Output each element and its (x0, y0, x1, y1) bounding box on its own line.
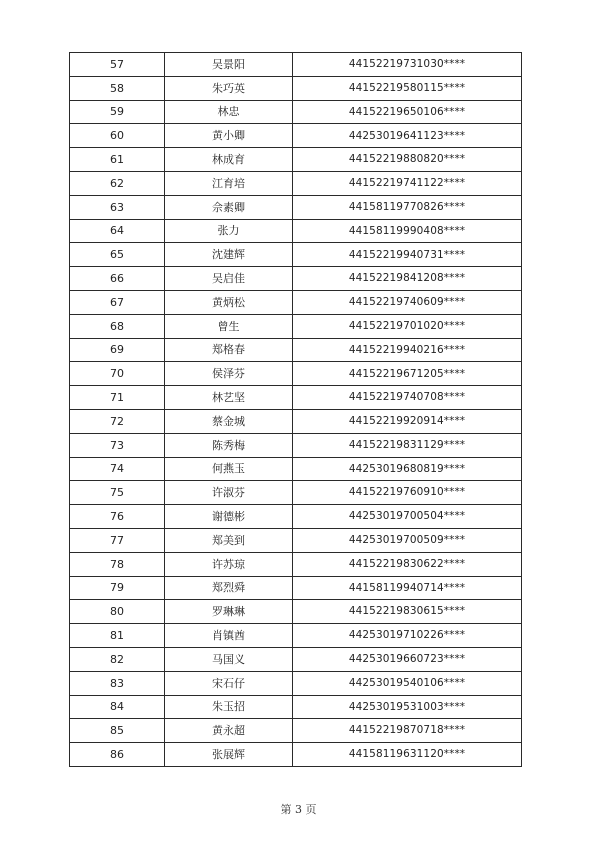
name-cell: 林成育 (165, 148, 293, 172)
table-row (70, 576, 522, 600)
page-number: 第 3 页 (280, 803, 317, 816)
row-number-cell: 64 (70, 219, 165, 243)
id-number-cell: 44253019680819**** (293, 457, 522, 481)
name-cell: 林艺坚 (165, 386, 293, 410)
row-number-cell: 71 (70, 386, 165, 410)
roster-table (69, 52, 522, 767)
table-row (70, 76, 522, 100)
name-cell: 江育培 (165, 171, 293, 195)
name-cell: 肖镇酋 (165, 624, 293, 648)
name-cell: 郑格春 (165, 338, 293, 362)
table-row (70, 100, 522, 124)
id-number-cell: 44152219731030**** (293, 53, 522, 77)
id-number-cell: 44152219880820**** (293, 148, 522, 172)
table-row (70, 362, 522, 386)
row-number-cell: 77 (70, 528, 165, 552)
name-cell: 谢德彬 (165, 505, 293, 529)
row-number-cell: 68 (70, 314, 165, 338)
id-number-cell: 44152219830622**** (293, 552, 522, 576)
id-number-cell: 44152219701020**** (293, 314, 522, 338)
row-number-cell: 59 (70, 100, 165, 124)
row-number-cell: 80 (70, 600, 165, 624)
table-row (70, 481, 522, 505)
id-number-cell: 44152219841208**** (293, 267, 522, 291)
id-number-cell: 44152219760910**** (293, 481, 522, 505)
name-cell: 陈秀梅 (165, 433, 293, 457)
row-number-cell: 76 (70, 505, 165, 529)
id-number-cell: 44158119940714**** (293, 576, 522, 600)
name-cell: 朱巧英 (165, 76, 293, 100)
row-number-cell: 57 (70, 53, 165, 77)
table-row (70, 386, 522, 410)
table-row (70, 743, 522, 767)
name-cell: 何燕玉 (165, 457, 293, 481)
roster-table-body (70, 53, 522, 767)
id-number-cell: 44253019700509**** (293, 528, 522, 552)
table-row (70, 219, 522, 243)
row-number-cell: 73 (70, 433, 165, 457)
id-number-cell: 44152219741122**** (293, 171, 522, 195)
name-cell: 马国义 (165, 647, 293, 671)
table-row (70, 314, 522, 338)
name-cell: 沈建辉 (165, 243, 293, 267)
id-number-cell: 44253019710226**** (293, 624, 522, 648)
row-number-cell: 72 (70, 409, 165, 433)
row-number-cell: 85 (70, 719, 165, 743)
row-number-cell: 78 (70, 552, 165, 576)
row-number-cell: 79 (70, 576, 165, 600)
table-row (70, 171, 522, 195)
row-number-cell: 63 (70, 195, 165, 219)
table-row (70, 267, 522, 291)
table-row (70, 505, 522, 529)
name-cell: 佘素卿 (165, 195, 293, 219)
id-number-cell: 44152219740609**** (293, 290, 522, 314)
name-cell: 张展辉 (165, 743, 293, 767)
table-row (70, 552, 522, 576)
table-row (70, 647, 522, 671)
table-row (70, 600, 522, 624)
row-number-cell: 67 (70, 290, 165, 314)
table-row (70, 528, 522, 552)
name-cell: 侯泽芬 (165, 362, 293, 386)
name-cell: 郑美到 (165, 528, 293, 552)
id-number-cell: 44152219671205**** (293, 362, 522, 386)
table-row (70, 53, 522, 77)
row-number-cell: 69 (70, 338, 165, 362)
name-cell: 吴启佳 (165, 267, 293, 291)
id-number-cell: 44152219940216**** (293, 338, 522, 362)
row-number-cell: 70 (70, 362, 165, 386)
id-number-cell: 44253019641123**** (293, 124, 522, 148)
row-number-cell: 82 (70, 647, 165, 671)
row-number-cell: 74 (70, 457, 165, 481)
table-row (70, 409, 522, 433)
row-number-cell: 66 (70, 267, 165, 291)
name-cell: 吴景阳 (165, 53, 293, 77)
row-number-cell: 83 (70, 671, 165, 695)
id-number-cell: 44158119770826**** (293, 195, 522, 219)
id-number-cell: 44253019540106**** (293, 671, 522, 695)
table-row (70, 338, 522, 362)
table-row (70, 457, 522, 481)
name-cell: 林忠 (165, 100, 293, 124)
id-number-cell: 44152219580115**** (293, 76, 522, 100)
table-row (70, 695, 522, 719)
name-cell: 许淑芬 (165, 481, 293, 505)
row-number-cell: 65 (70, 243, 165, 267)
row-number-cell: 58 (70, 76, 165, 100)
row-number-cell: 62 (70, 171, 165, 195)
name-cell: 罗琳琳 (165, 600, 293, 624)
id-number-cell: 44152219870718**** (293, 719, 522, 743)
row-number-cell: 61 (70, 148, 165, 172)
name-cell: 蔡金城 (165, 409, 293, 433)
row-number-cell: 60 (70, 124, 165, 148)
id-number-cell: 44253019700504**** (293, 505, 522, 529)
table-row (70, 195, 522, 219)
name-cell: 曾生 (165, 314, 293, 338)
row-number-cell: 75 (70, 481, 165, 505)
table-row (70, 719, 522, 743)
id-number-cell: 44152219740708**** (293, 386, 522, 410)
id-number-cell: 44152219920914**** (293, 409, 522, 433)
row-number-cell: 84 (70, 695, 165, 719)
id-number-cell: 44152219650106**** (293, 100, 522, 124)
row-number-cell: 81 (70, 624, 165, 648)
id-number-cell: 44152219831129**** (293, 433, 522, 457)
table-row (70, 624, 522, 648)
table-row (70, 671, 522, 695)
id-number-cell: 44253019660723**** (293, 647, 522, 671)
name-cell: 郑烈舜 (165, 576, 293, 600)
table-row (70, 290, 522, 314)
name-cell: 宋石仔 (165, 671, 293, 695)
name-cell: 黄炳松 (165, 290, 293, 314)
name-cell: 张力 (165, 219, 293, 243)
id-number-cell: 44152219940731**** (293, 243, 522, 267)
table-row (70, 243, 522, 267)
name-cell: 黄小卿 (165, 124, 293, 148)
table-row (70, 124, 522, 148)
table-row (70, 433, 522, 457)
name-cell: 朱玉招 (165, 695, 293, 719)
id-number-cell: 44253019531003**** (293, 695, 522, 719)
id-number-cell: 44158119990408**** (293, 219, 522, 243)
name-cell: 黄永超 (165, 719, 293, 743)
table-row (70, 148, 522, 172)
id-number-cell: 44158119631120**** (293, 743, 522, 767)
row-number-cell: 86 (70, 743, 165, 767)
id-number-cell: 44152219830615**** (293, 600, 522, 624)
name-cell: 许苏琼 (165, 552, 293, 576)
